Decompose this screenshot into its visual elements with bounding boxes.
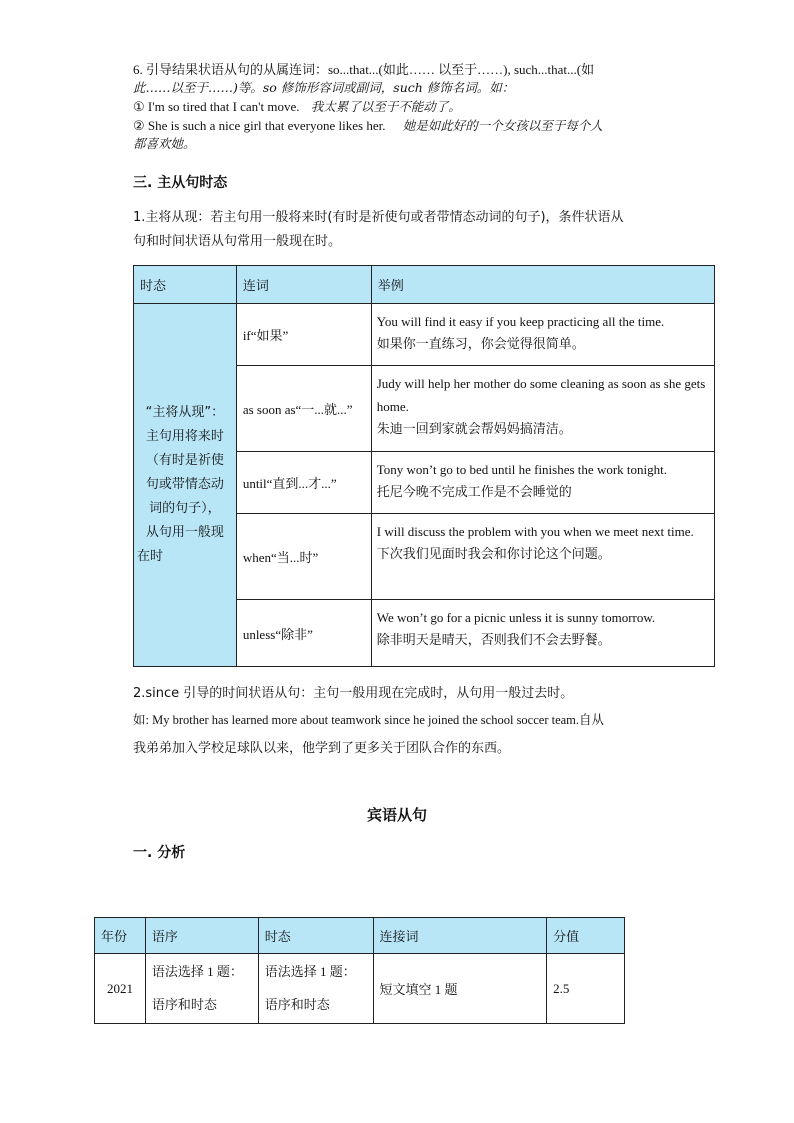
header-connective: 连接词 (373, 918, 547, 954)
example1-chinese: 我太累了以至于不能动了。 (310, 99, 461, 114)
item6-example1 (133, 98, 461, 115)
example1-number: ① (133, 99, 145, 114)
header-score: 分值 (547, 918, 625, 954)
table-row (134, 304, 715, 366)
example-cell: I will discuss the problem with you when we meet next time. 下次我们见面时我会和你讨论这个问题。 (371, 514, 714, 600)
item6-line1: 6. 引导结果状语从句的从属连词：so...that...(如此…… 以至于……), such...that...(如 (133, 62, 595, 77)
example2-chinese: 她是如此好的一个女孩以至于每个人 (402, 118, 603, 133)
example2-english: She is such a nice girl that everyone likes her. (147, 118, 386, 133)
header-year: 年份 (95, 918, 146, 954)
object-clause-title: 宾语从句 (366, 806, 427, 824)
section3-title: 三. 主从句时态 (133, 175, 228, 191)
rule2-line1: 2.since 引导的时间状语从句：主句一般用现在完成时，从句用一般过去时。 (133, 686, 574, 701)
header-example: 举例 (371, 266, 714, 304)
rule1-line2: 句和时间状语从句常用一般现在时。 (133, 234, 342, 249)
year-cell: 2021 (95, 954, 146, 1024)
conjunction-cell: until“直到...才...” (236, 452, 371, 514)
example-cell: Tony won’t go to bed until he finishes the work tonight. 托尼今晚不完成工作是不会睡觉的 (371, 452, 714, 514)
item6-line2: 此……以至于……)等。so 修饰形容词或副词，such 修饰名词。如： (133, 80, 515, 95)
item6-example2 (133, 117, 603, 134)
tense-table (133, 265, 715, 667)
conjunction-cell: as soon as“一...就...” (236, 366, 371, 452)
rule2-line3: 我弟弟加入学校足球队以来，他学到了更多关于团队合作的东西。 (133, 741, 511, 756)
conjunction-cell: if“如果” (236, 304, 371, 366)
conjunction-cell: when“当...时” (236, 514, 371, 600)
tense-rule-cell: “主将从现”： 主句用将来时 （有时是祈使 句或带情态动 词的句子）， 从句用一般现 在时 (134, 304, 237, 667)
header-word-order: 语序 (145, 918, 258, 954)
example2-chinese-cont: 都喜欢她。 (133, 136, 196, 151)
table-row (95, 954, 625, 1024)
example-cell: Judy will help her mother do some cleaning as soon as she gets home. 朱迪一回到家就会帮妈妈搞清洁。 (371, 366, 714, 452)
conjunction-cell: unless“除非” (236, 600, 371, 667)
example2-number: ② (133, 118, 145, 133)
rule1-line1: 1.主将从现：若主句用一般将来时(有时是祈使句或者带情态动词的句子)，条件状语从 (133, 210, 624, 225)
example1-english: I'm so tired that I can't move. (147, 99, 300, 114)
analysis-subtitle: 一. 分析 (133, 845, 186, 861)
example-cell: We won’t go for a picnic unless it is sunny tomorrow. 除非明天是晴天，否则我们不会去野餐。 (371, 600, 714, 667)
score-cell: 2.5 (547, 954, 625, 1024)
header-conjunction: 连词 (236, 266, 371, 304)
word-order-cell: 语法选择 1 题： 语序和时态 (145, 954, 258, 1024)
tense-table-header (134, 266, 715, 304)
connective-cell: 短文填空 1 题 (373, 954, 547, 1024)
rule2-line2: 如: My brother has learned more about teamwork since he joined the school soccer team.自从 (133, 713, 605, 727)
analysis-table-header (95, 918, 625, 954)
analysis-table (94, 917, 625, 1024)
header-tense: 时态 (258, 918, 373, 954)
tense-cell: 语法选择 1 题： 语序和时态 (258, 954, 373, 1024)
header-tense: 时态 (134, 266, 237, 304)
example-cell: You will find it easy if you keep practicing all the time. 如果你一直练习，你会觉得很简单。 (371, 304, 714, 366)
